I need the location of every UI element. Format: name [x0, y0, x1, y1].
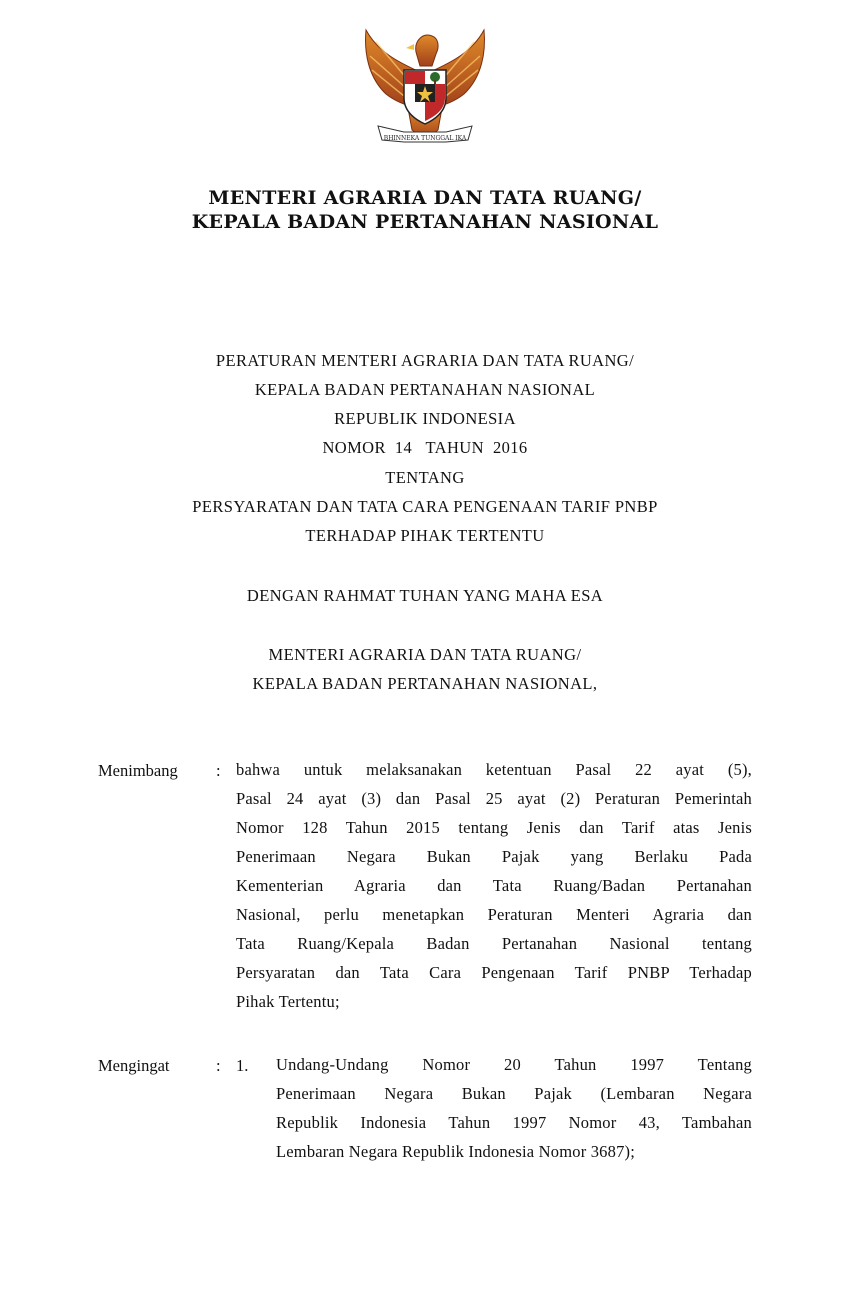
title-line-7: TERHADAP PIHAK TERTENTU — [305, 526, 545, 545]
text-line: Nasional, perlu menetapkan Peraturan Menteri Agraria dan — [236, 905, 752, 924]
garuda-icon — [358, 22, 492, 156]
text-line: Penerimaan Negara Bukan Pajak yang Berlaku Pada — [236, 847, 752, 866]
text-line: Undang-Undang Nomor 20 Tahun 1997 Tentang — [276, 1055, 752, 1074]
garuda-emblem — [358, 22, 492, 156]
title-line-5: TENTANG — [385, 468, 465, 487]
text-line: bahwa untuk melaksanakan ketentuan Pasal 22 ayat (5), — [236, 760, 752, 779]
menimbang-colon: : — [216, 761, 221, 780]
emblem-motto: BHINNEKA TUNGGAL IKA — [383, 135, 467, 142]
title-line-4: NOMOR 14 TAHUN 2016 — [322, 438, 528, 457]
mengingat-colon: : — [216, 1056, 221, 1075]
title-line-6: PERSYARATAN DAN TATA CARA PENGENAAN TARIF PNBP — [192, 497, 658, 516]
text-line: Republik Indonesia Tahun 1997 Nomor 43, Tambahan — [276, 1113, 752, 1132]
issuer-line-1: MENTERI AGRARIA DAN TATA RUANG/ — [268, 645, 582, 664]
text-line: Pihak Tertentu; — [236, 992, 340, 1011]
text-line: Nomor 128 Tahun 2015 tentang Jenis dan Tarif atas Jenis — [236, 818, 752, 837]
text-line: Penerimaan Negara Bukan Pajak (Lembaran Negara — [276, 1084, 752, 1103]
text-line: Tata Ruang/Kepala Badan Pertanahan Nasional tentang — [236, 934, 752, 953]
text-line: Kementerian Agraria dan Tata Ruang/Badan Pertanahan — [236, 876, 752, 895]
text-line: Pasal 24 ayat (3) dan Pasal 25 ayat (2) Peraturan Pemerintah — [236, 789, 752, 808]
invocation: DENGAN RAHMAT TUHAN YANG MAHA ESA — [246, 586, 604, 605]
mengingat-item-number: 1. — [236, 1056, 249, 1075]
title-line-2: KEPALA BADAN PERTANAHAN NASIONAL — [254, 380, 596, 399]
text-line: Persyaratan dan Tata Cara Pengenaan Tarif PNBP Terhadap — [236, 963, 752, 982]
header-line-2: KEPALA BADAN PERTANAHAN NASIONAL — [191, 211, 659, 233]
title-line-3: REPUBLIK INDONESIA — [334, 409, 516, 428]
mengingat-item-text — [276, 1050, 752, 1166]
title-line-1: PERATURAN MENTERI AGRARIA DAN TATA RUANG/ — [215, 351, 635, 370]
header-line-1: MENTERI AGRARIA DAN TATA RUANG/ — [208, 187, 642, 209]
issuer-line-2: KEPALA BADAN PERTANAHAN NASIONAL, — [252, 674, 598, 693]
mengingat-label: Mengingat — [98, 1056, 170, 1075]
text-line: Lembaran Negara Republik Indonesia Nomor 3687); — [276, 1142, 636, 1161]
menimbang-label: Menimbang — [98, 761, 178, 780]
menimbang-text — [236, 755, 752, 1016]
